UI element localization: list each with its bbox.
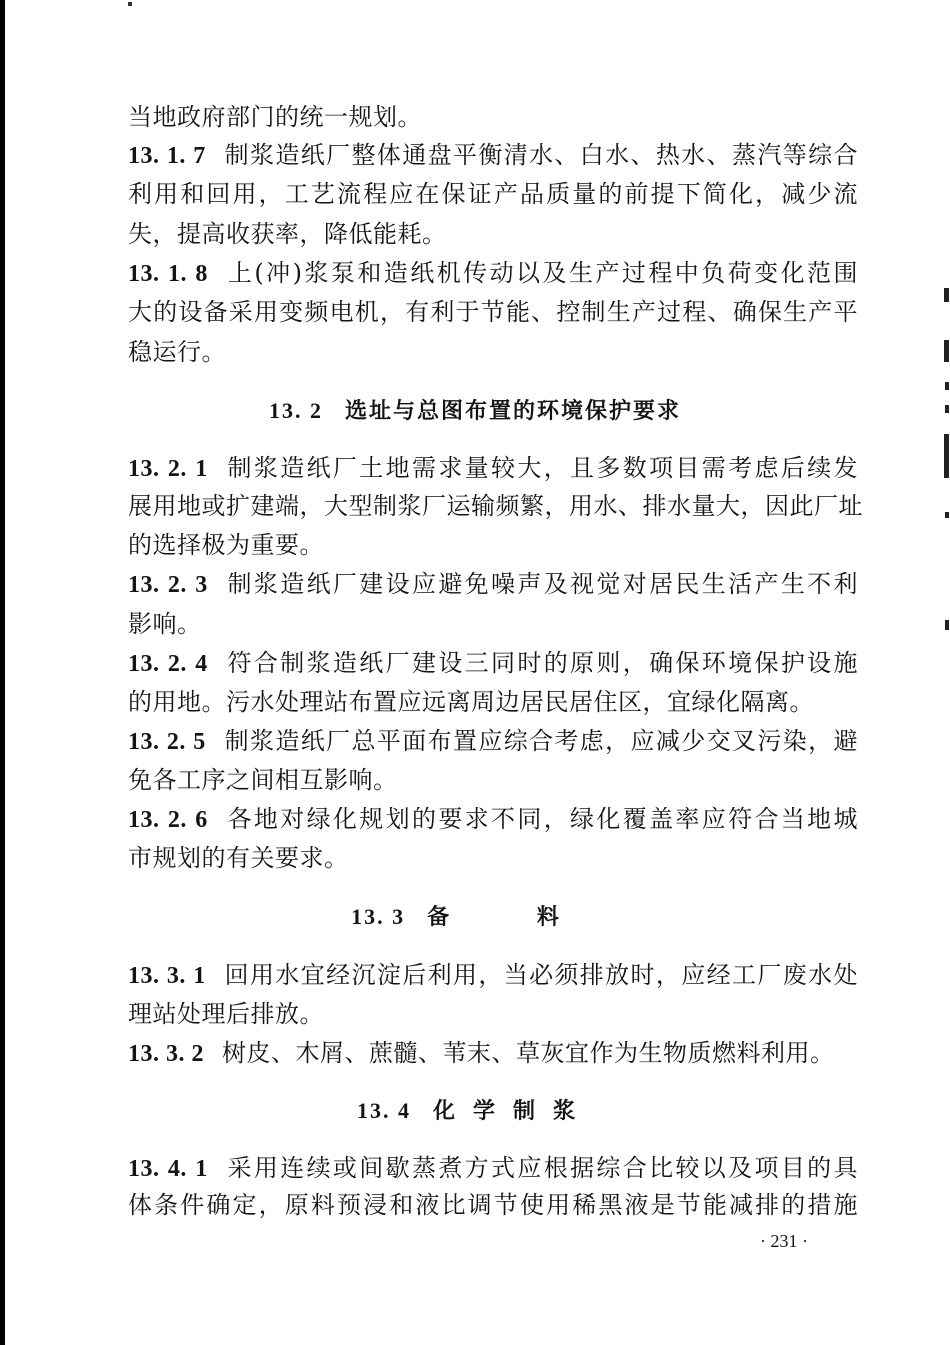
line-text: 稳运行。	[128, 338, 226, 366]
line-text: 制浆造纸厂总平面布置应综合考虑，应减少交叉污染，避	[223, 727, 859, 755]
line-text: 免各工序之间相互影响。	[128, 766, 398, 794]
section-title: 备 料	[427, 904, 599, 930]
clause-number: 13. 2. 6	[128, 807, 208, 833]
paragraph-line	[128, 102, 858, 132]
paragraph-line	[128, 687, 858, 717]
paragraph-line	[128, 609, 858, 639]
paragraph-line	[128, 765, 858, 795]
line-text: 上(冲)浆泵和造纸机传动以及生产过程中负荷变化范围	[225, 259, 859, 287]
line-text: 采用连续或间歇蒸煮方式应根据综合比较以及项目的具	[225, 1154, 859, 1182]
paragraph-line	[128, 491, 863, 521]
clause-13-2-3	[128, 569, 858, 600]
line-text: 回用水宜经沉淀后利用，当必须排放时，应经工厂废水处	[223, 961, 859, 989]
paragraph-line	[128, 999, 858, 1029]
paragraph-line	[128, 337, 858, 367]
clause-13-4-1	[128, 1153, 858, 1184]
clause-number: 13. 1. 7	[128, 143, 206, 169]
scan-mark	[944, 434, 949, 478]
line-text: 树皮、木屑、蔗髓、苇末、草灰宜作为生物质燃料利用。	[222, 1039, 835, 1067]
clause-13-2-5	[128, 726, 858, 757]
clause-number: 13. 3. 2	[128, 1041, 204, 1067]
clause-number: 13. 2. 4	[128, 651, 208, 677]
line-text: 的选择极为重要。	[128, 531, 324, 559]
line-text: 制浆造纸厂建设应避免噪声及视觉对居民生活产生不利	[225, 570, 859, 598]
line-text: 展用地或扩建端，大型制浆厂运输频繁，用水、排水量大，因此厂址	[128, 492, 863, 520]
section-heading-13-4	[0, 1096, 950, 1126]
line-text: 影响。	[128, 610, 202, 638]
line-text: 体条件确定，原料预浸和液比调节使用稀黑液是节能减排的措施	[128, 1191, 858, 1219]
line-text: 市规划的有关要求。	[128, 844, 349, 872]
line-text: 大的设备采用变频电机，有利于节能、控制生产过程、确保生产平	[128, 298, 858, 326]
scan-mark	[945, 512, 949, 518]
clause-13-2-4	[128, 648, 858, 679]
scan-mark	[945, 382, 949, 390]
line-text: 各地对绿化规划的要求不同，绿化覆盖率应符合当地城	[225, 805, 859, 833]
paragraph-line	[128, 297, 858, 327]
scan-mark	[944, 340, 949, 362]
paragraph-line	[128, 530, 858, 560]
line-text: 理站处理后排放。	[128, 1000, 324, 1028]
line-text: 符合制浆造纸厂建设三同时的原则，确保环境保护设施	[225, 649, 859, 677]
section-number: 13. 2	[268, 398, 323, 423]
paragraph-line	[128, 219, 858, 249]
clause-number: 13. 4. 1	[128, 1156, 208, 1182]
clause-number: 13. 1. 8	[128, 261, 208, 287]
section-heading-13-2	[0, 396, 950, 426]
clause-13-3-2	[128, 1038, 858, 1069]
line-text: 的用地。污水处理站布置应远离周边居民居住区，宜绿化隔离。	[128, 688, 814, 716]
section-heading-13-3	[0, 902, 950, 932]
scan-mark	[945, 620, 949, 630]
clause-13-2-1	[128, 453, 858, 484]
page-number: · 231 ·	[760, 1231, 808, 1251]
line-text: 制浆造纸厂整体通盘平衡清水、白水、热水、蒸汽等综合	[223, 141, 859, 169]
paragraph-line	[128, 1190, 858, 1220]
clause-number: 13. 2. 5	[128, 729, 206, 755]
clause-number: 13. 2. 3	[128, 572, 208, 598]
section-number: 13. 3	[351, 904, 406, 929]
scan-speck	[128, 2, 132, 6]
paragraph-line	[128, 179, 858, 209]
paragraph-line	[128, 843, 858, 873]
section-title: 选址与总图布置的环境保护要求	[344, 398, 681, 424]
clause-13-1-8	[128, 258, 858, 289]
clause-13-2-6	[128, 804, 858, 835]
scan-mark	[945, 405, 949, 413]
section-number: 13. 4	[356, 1098, 411, 1123]
scan-border	[0, 0, 5, 1345]
line-text: 利用和回用，工艺流程应在保证产品质量的前提下简化，减少流	[128, 180, 858, 208]
line-text: 当地政府部门的统一规划。	[128, 103, 422, 131]
clause-number: 13. 3. 1	[128, 963, 206, 989]
section-title: 化学制浆	[432, 1098, 593, 1124]
clause-13-3-1	[128, 960, 858, 991]
clause-13-1-7	[128, 140, 858, 171]
line-text: 制浆造纸厂土地需求量较大，且多数项目需考虑后续发	[225, 454, 859, 482]
scan-mark	[944, 288, 949, 302]
line-text: 失，提高收获率，降低能耗。	[128, 220, 447, 248]
clause-number: 13. 2. 1	[128, 456, 208, 482]
